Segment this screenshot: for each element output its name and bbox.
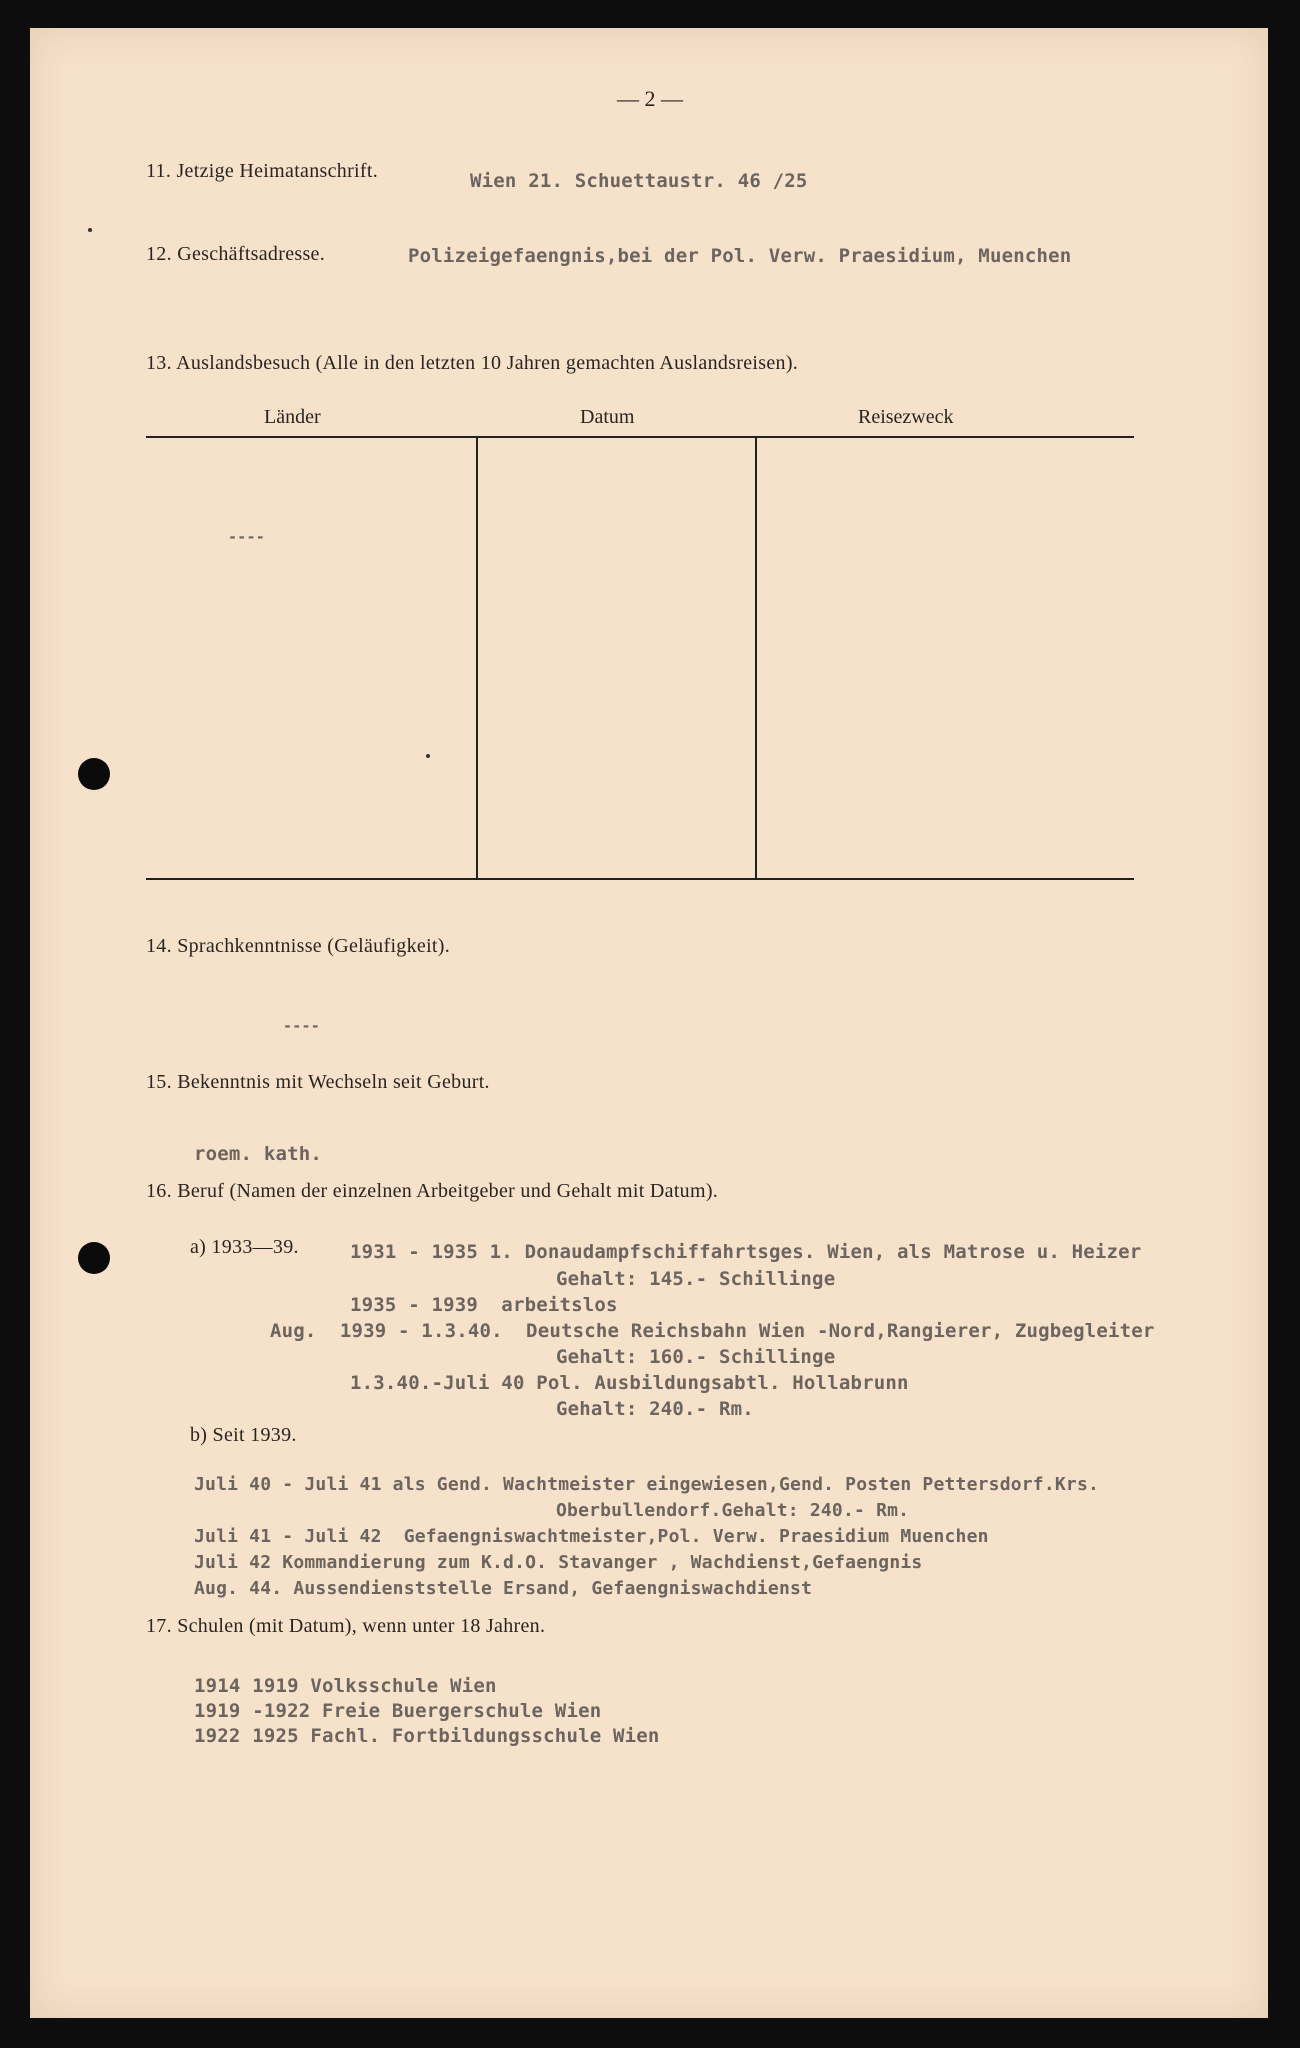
q17-label: 17. Schulen (mit Datum), wenn unter 18 Jahren.	[146, 1615, 546, 1637]
table-divider-1	[476, 438, 478, 878]
q15-value: roem. kath.	[194, 1143, 323, 1165]
speck-2	[426, 754, 430, 758]
q16b-line-5: Aug. 44. Aussendienststelle Ersand, Gefaengniswachdienst	[194, 1578, 813, 1599]
q16a-line-3: 1935 - 1939 arbeitslos	[350, 1294, 618, 1316]
q13-label: 13. Auslandsbesuch (Alle in den letzten 10 Jahren gemachten Auslandsreisen).	[146, 352, 799, 374]
q16b-line-3: Juli 41 - Juli 42 Gefaengniswachtmeister,Pol. Verw. Praesidium Muenchen	[194, 1526, 989, 1547]
q16a-line-6: 1.3.40.-Juli 40 Pol. Ausbildungsabtl. Hollabrunn	[350, 1372, 909, 1394]
q12-label: 12. Geschäftsadresse.	[146, 243, 326, 265]
q16b-line-2: Oberbullendorf.Gehalt: 240.- Rm.	[556, 1500, 910, 1521]
table-top-rule	[146, 436, 1134, 438]
q14-value: ----	[283, 1017, 320, 1035]
q16b-label: b) Seit 1939.	[190, 1424, 297, 1446]
q16a-label: a) 1933—39.	[190, 1236, 299, 1258]
table-divider-2	[755, 438, 757, 878]
q11-value: Wien 21. Schuettaustr. 46 /25	[470, 170, 808, 192]
q14-label: 14. Sprachkenntnisse (Geläufigkeit).	[146, 935, 451, 957]
punch-hole-lower	[78, 1242, 110, 1274]
q16a-line-1: 1931 - 1935 1. Donaudampfschiffahrtsges. Wien, als Matrose u. Heizer	[350, 1241, 1142, 1263]
q11-label: 11. Jetzige Heimatanschrift.	[146, 160, 379, 182]
q16b-line-1: Juli 40 - Juli 41 als Gend. Wachtmeister eingewiesen,Gend. Posten Pettersdorf.Krs.	[194, 1474, 1100, 1495]
speck-1	[88, 228, 92, 232]
q16-label: 16. Beruf (Namen der einzelnen Arbeitgeber und Gehalt mit Datum).	[146, 1180, 719, 1202]
col-datum: Datum	[580, 406, 635, 428]
q17-line-3: 1922 1925 Fachl. Fortbildungsschule Wien	[194, 1725, 660, 1747]
col-laender: Länder	[264, 406, 321, 428]
q17-line-1: 1914 1919 Volksschule Wien	[194, 1675, 497, 1697]
col-reisezweck: Reisezweck	[858, 406, 954, 428]
q13-entry: ----	[228, 528, 265, 546]
q16b-line-4: Juli 42 Kommandierung zum K.d.O. Stavanger , Wachdienst,Gefaengnis	[194, 1552, 923, 1573]
q15-label: 15. Bekenntnis mit Wechseln seit Geburt.	[146, 1071, 490, 1093]
q12-value: Polizeigefaengnis,bei der Pol. Verw. Praesidium, Muenchen	[408, 245, 1072, 267]
q17-line-2: 1919 -1922 Freie Buergerschule Wien	[194, 1700, 602, 1722]
page-number: — 2 —	[617, 86, 683, 111]
table-bottom-rule	[146, 878, 1134, 880]
q16a-line-4: Aug. 1939 - 1.3.40. Deutsche Reichsbahn Wien -Nord,Rangierer, Zugbegleiter	[270, 1320, 1155, 1342]
q16a-line-7: Gehalt: 240.- Rm.	[556, 1398, 754, 1420]
q16a-line-5: Gehalt: 160.- Schillinge	[556, 1346, 836, 1368]
punch-hole-upper	[78, 758, 110, 790]
q16a-line-2: Gehalt: 145.- Schillinge	[556, 1268, 836, 1290]
